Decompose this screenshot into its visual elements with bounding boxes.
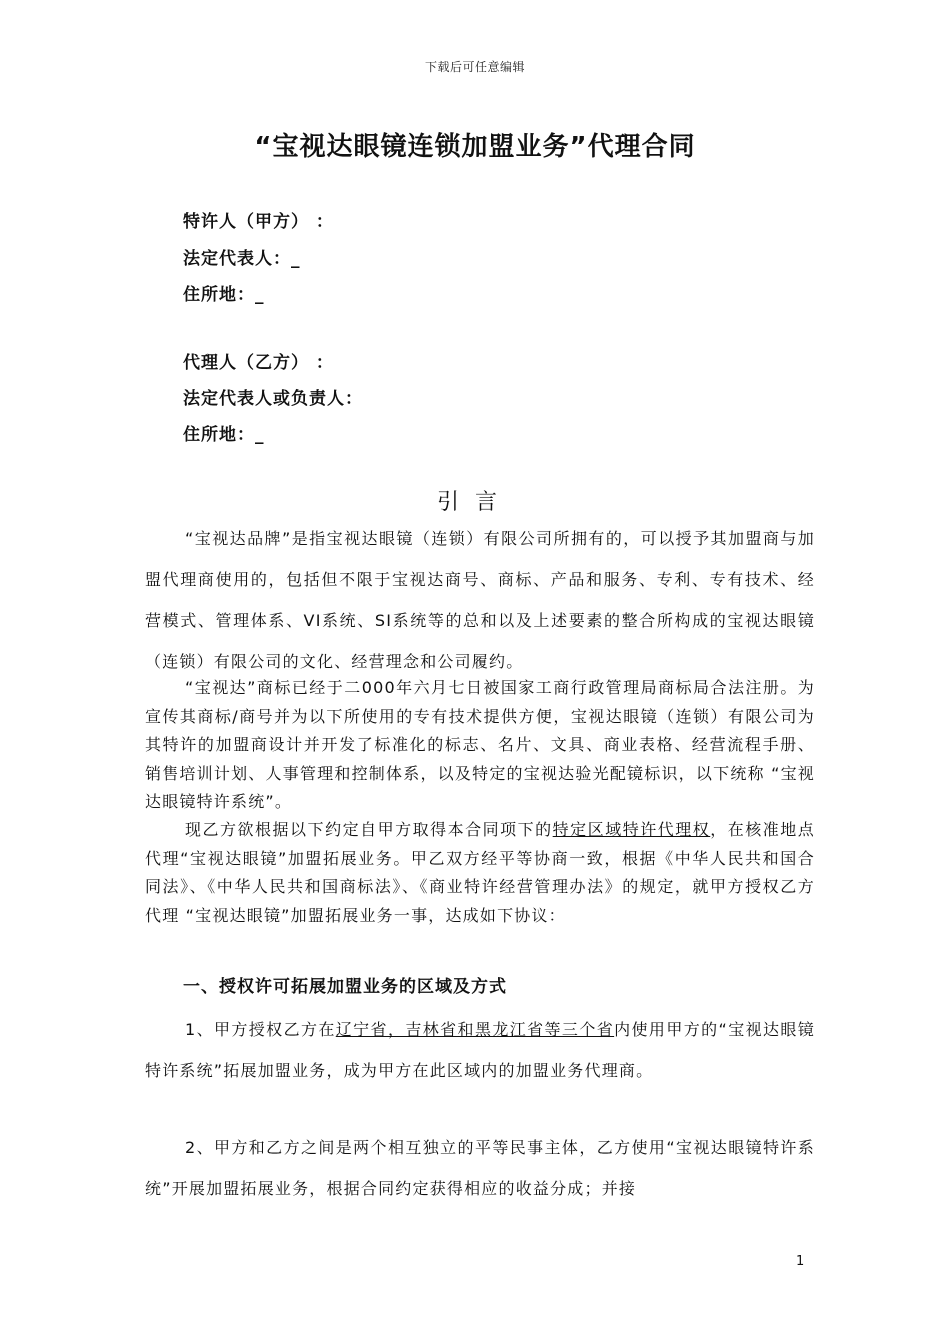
- intro-heading: 引言: [436, 490, 513, 515]
- intro-paragraph-3: [145, 816, 815, 930]
- authorized-right-term: 特定区域特许代理权: [552, 820, 711, 839]
- clause-1-item-2: 2、甲方和乙方之间是两个相互独立的平等民事主体，乙方使用“宝视达眼镜特许系统”开展加盟拓展业务，根据合同约定获得相应的收益分成；并接: [145, 1138, 815, 1198]
- authorized-region: 辽宁省，吉林省和黑龙江省等三个省: [335, 1020, 615, 1039]
- intro-paragraph-1: “宝视达品牌”是指宝视达眼镜（连锁）有限公司所拥有的，可以授予其加盟商与加盟代理商使用的，包括但不限于宝视达商号、商标、产品和服务、专利、专有技术、经营模式、管理体系、VI系统、SI系统等的总和以及上述要素的整合所构成的宝视达眼镜（连锁）有限公司的文化、经营理念和公司履约。: [145, 529, 815, 671]
- clause-1-heading: 一、授权许可拓展加盟业务的区域及方式: [183, 977, 507, 997]
- clause-1-item-1-end: 内使用甲方的“宝视达眼镜特许系统”拓展加盟业务，成为甲方在此区域内的加盟业务代理商。: [145, 1020, 816, 1080]
- intro-paragraph-3-start: 现乙方欲根据以下约定自甲方取得本合同项下的: [185, 820, 553, 839]
- clause-1-item-1: [145, 1009, 815, 1091]
- intro-paragraph-3-end: ，在核准地点代理“宝视达眼镜”加盟拓展业务。甲乙双方经平等协商一致，根据《中华人民共和国合同法》、《中华人民共和国商标法》、《商业特许经营管理办法》的规定，就甲方授权乙方代理 “宝视达眼镜”加盟拓展业务一事，达成如下协议：: [145, 820, 815, 925]
- clause-1-item-1-start: 1、甲方授权乙方在: [185, 1020, 336, 1039]
- party-b-rep-label: 法定代表人或负责人：: [183, 389, 363, 409]
- page-number: 1: [796, 1254, 805, 1269]
- party-a-address-label: 住所地：_: [183, 285, 265, 305]
- header-note: 下载后可任意编辑: [424, 60, 525, 74]
- party-b-address-label: 住所地：_: [183, 425, 265, 445]
- intro-paragraph-2: “宝视达”商标已经于二000年六月七日被国家工商行政管理局商标局合法注册。为宣传其商标/商号并为以下所使用的专有技术提供方便，宝视达眼镜（连锁）有限公司为其特许的加盟商设计并开发了标准化的标志、名片、文具、商业表格、经营流程手册、销售培训计划、人事管理和控制体系，以及特定的宝视达验光配镜标识，以下统称 “宝视达眼镜特许系统”。: [145, 678, 815, 812]
- party-b-name-label: 代理人（乙方） ：: [183, 353, 334, 373]
- contract-title: “宝视达眼镜连锁加盟业务”代理合同: [254, 132, 696, 162]
- party-a-name-label: 特许人（甲方） ：: [183, 212, 334, 232]
- party-a-rep-label: 法定代表人：_: [183, 249, 301, 269]
